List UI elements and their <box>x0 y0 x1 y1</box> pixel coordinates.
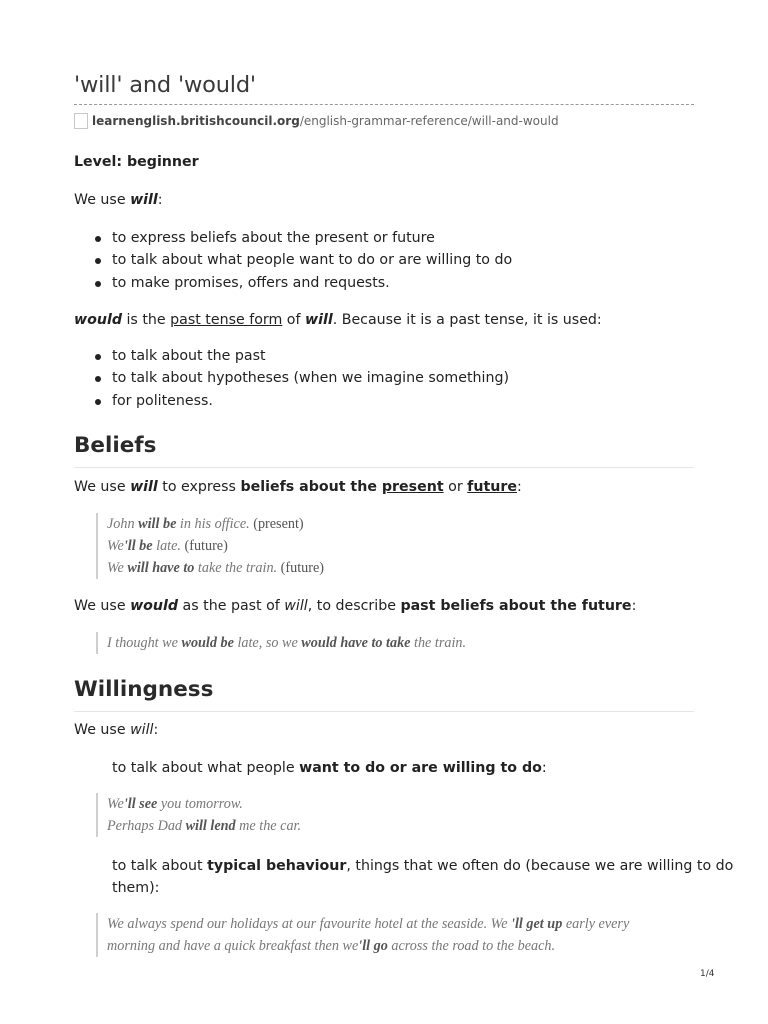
willingness-examples <box>96 793 301 837</box>
source-line <box>74 111 559 131</box>
source-link[interactable] <box>92 114 559 128</box>
list-item: to talk about what people want to do or are willing to do <box>74 249 512 271</box>
list-item: to express beliefs about the present or future <box>74 227 512 249</box>
example-line: morning and have a quick breakfast then we'll go across the road to the beach. <box>107 938 556 954</box>
future-link[interactable]: future <box>467 479 517 495</box>
example-line: We will have to take the train. (future) <box>107 560 324 576</box>
level-label: Level: beginner <box>74 154 199 170</box>
example-line: I thought we would be late, so we would have to take the train. <box>107 635 467 651</box>
list-item: to make promises, offers and requests. <box>74 272 512 294</box>
heading-divider <box>74 711 694 712</box>
willingness-typical: to talk about typical behaviour, things that we often do (because we are willing to do <box>112 858 734 874</box>
would-uses-list <box>74 345 509 412</box>
title-divider <box>74 104 694 105</box>
example-line: We'll be late. (future) <box>107 538 228 554</box>
example-line: Perhaps Dad will lend me the car. <box>107 818 302 834</box>
will-uses-list <box>74 227 512 294</box>
source-path: /english-grammar-reference/will-and-would <box>299 114 559 128</box>
list-item: to talk about hypotheses (when we imagine something) <box>74 367 509 389</box>
page-number: 1/4 <box>700 969 715 979</box>
list-item: for politeness. <box>74 390 509 412</box>
willingness-typical-cont: them): <box>112 880 160 896</box>
beliefs-examples <box>96 513 324 579</box>
willingness-intro: We use will: <box>74 722 159 738</box>
example-line: John will be in his office. (present) <box>107 516 304 532</box>
present-link[interactable]: present <box>381 479 444 495</box>
heading-willingness: Willingness <box>74 677 214 702</box>
beliefs-past-intro: We use would as the past of will, to describe past beliefs about the future: <box>74 598 637 614</box>
source-domain: learnenglish.britishcouncil.org <box>92 114 300 128</box>
beliefs-past-example <box>96 632 466 654</box>
willingness-want: to talk about what people want to do or are willing to do: <box>112 760 547 776</box>
heading-beliefs: Beliefs <box>74 433 157 458</box>
page-title: 'will' and 'would' <box>74 72 256 98</box>
past-tense-link[interactable]: past tense form <box>170 312 283 328</box>
example-line: We always spend our holidays at our favourite hotel at the seaside. We 'll get up early every <box>107 916 630 932</box>
heading-divider <box>74 467 694 468</box>
list-item: to talk about the past <box>74 345 509 367</box>
example-line: We'll see you tomorrow. <box>107 796 243 812</box>
would-intro: would is the past tense form of will. Because it is a past tense, it is used: <box>74 312 602 328</box>
beliefs-intro: We use will to express beliefs about the present or future: <box>74 479 522 495</box>
intro-will: We use will: <box>74 192 163 208</box>
favicon-icon <box>74 113 88 129</box>
willingness-typical-example <box>96 913 629 957</box>
